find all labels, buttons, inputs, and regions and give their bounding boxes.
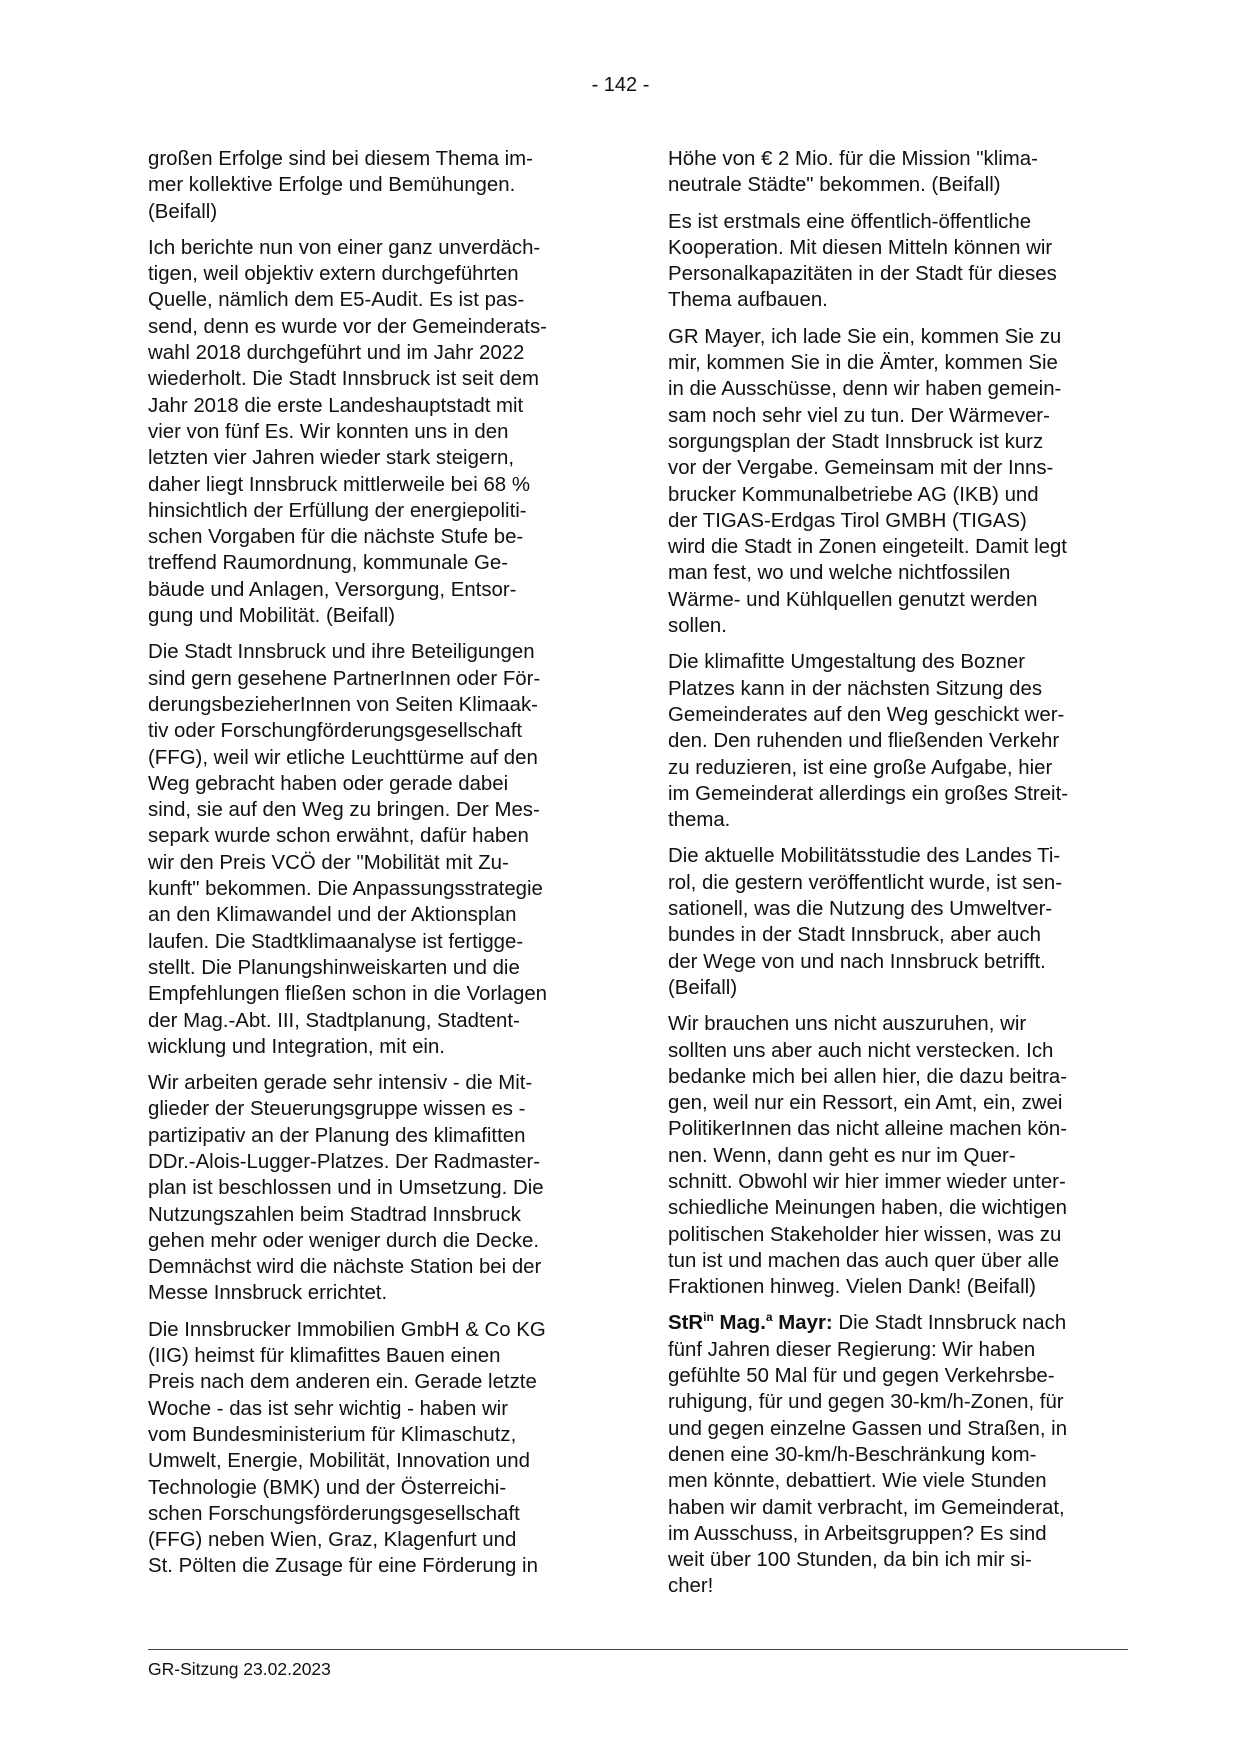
speaker-surname: Mayr: bbox=[772, 1312, 833, 1335]
speaker-title: StR bbox=[668, 1312, 704, 1335]
page-number: - 142 - bbox=[591, 74, 650, 96]
left-column bbox=[148, 146, 613, 1590]
speaker-paragraph bbox=[668, 1310, 1128, 1599]
paragraph: Die klimafitte Umgestaltung des Bozner Platzes kann in der nächsten Sitzung des Gemeinderates auf den Weg geschickt wer- den. Den ruhenden und fließenden Verkehr zu reduzieren, ist eine große Aufgabe, hier im Gemeinderat allerdings ein großes Streit- thema. bbox=[668, 651, 1069, 832]
paragraph: Es ist erstmals eine öffentlich-öffentliche Kooperation. Mit diesen Mitteln können wir Personalkapazitäten in der Stadt für dieses Thema aufbauen. bbox=[668, 210, 1057, 312]
speaker-title-sup: in bbox=[703, 1310, 714, 1325]
speaker-degree-sup: a bbox=[765, 1310, 773, 1325]
paragraph: Ich berichte nun von einer ganz unverdäch- tigen, weil objektiv extern durchgeführten Quelle, nämlich dem E5-Audit. Es ist pas- send, denn es wurde vor der Gemeinderats- wahl 2018 durchgeführt und im Jahr 2022 wiederholt. Die Stadt Innsbruck ist seit dem Jahr 2018 die erste Landeshauptstadt mit vier von fünf Es. Wir konnten uns in den letzten vier Jahren wieder stark steigern, daher liegt Innsbruck mittlerweile bei 68 % hinsichtlich der Erfüllung der energiepoliti- schen Vorgaben für die nächste Stufe be- treffend Raumordnung, kommunale Ge- bäude und Anlagen, Versorgung, Entsor- gung und Mobilität. (Beifall) bbox=[148, 236, 547, 628]
paragraph: großen Erfolge sind bei diesem Thema im- mer kollektive Erfolge und Bemühungen. (Beifall) bbox=[148, 148, 533, 223]
paragraph: Die aktuelle Mobilitätsstudie des Landes Ti- rol, die gestern veröffentlicht wurde, ist sen- sationell, was die Nutzung des Umweltver- bundes in der Stadt Innsbruck, aber auch der Wege von und nach Innsbruck betrifft. (Beifall) bbox=[668, 845, 1063, 999]
paragraph: GR Mayer, ich lade Sie ein, kommen Sie zu mir, kommen Sie in die Ämter, kommen Sie in die Ausschüsse, denn wir haben gemein- sam noch sehr viel zu tun. Der Wärmever- sorgungsplan der Stadt Innsbruck ist kurz vor der Vergabe. Gemeinsam mit der Inns- brucker Kommunalbetriebe AG (IKB) und der TIGAS-Erdgas Tirol GMBH (TIGAS) wird die Stadt in Zonen eingeteilt. Damit legt man fest, wo und welche nichtfossilen Wärme- und Kühlquellen genutzt werden sollen. bbox=[668, 325, 1067, 638]
speaker-text: Die Stadt Innsbruck nach fünf Jahren dieser Regierung: Wir haben gefühlte 50 Mal für und gegen Verkehrsbe- ruhigung, für und gegen 30-km/h-Zonen, für und gegen einzelne Gassen und Straßen, in denen eine 30-km/h-Beschränkung kom- men könnte, debattiert. Wie viele Stunden haben wir damit verbracht, im Gemeinderat, im Ausschuss, in Arbeitsgruppen? Es sind weit über 100 Stunden, da bin ich mir si- cher! bbox=[668, 1312, 1068, 1598]
footer-session-date: GR-Sitzung 23.02.2023 bbox=[148, 1659, 331, 1679]
right-column bbox=[668, 146, 1128, 1610]
paragraph: Die Stadt Innsbruck und ihre Beteiligungen sind gern gesehene PartnerInnen oder För- derungsbezieherInnen von Seiten Klimaak- tiv oder Forschungförderungsgesellschaft (FFG), weil wir etliche Leuchttürme auf den Weg gebracht haben oder gerade dabei sind, sie auf den Weg zu bringen. Der Mes- separk wurde schon erwähnt, dafür haben wir den Preis VCÖ der "Mobilität mit Zu- kunft" bekommen. Die Anpassungsstrategie an den Klimawandel und der Aktionsplan laufen. Die Stadtklimaanalyse ist fertigge- stellt. Die Planungshinweiskarten und die Empfehlungen fließen schon in die Vorlagen der Mag.-Abt. III, Stadtplanung, Stadtent- wicklung und Integration, mit ein. bbox=[148, 641, 548, 1058]
speaker-name bbox=[668, 1312, 833, 1334]
paragraph: Wir brauchen uns nicht auszuruhen, wir sollten uns aber auch nicht verstecken. Ich bedanke mich bei allen hier, die dazu beitra- gen, weil nur ein Ressort, ein Amt, ein, zwei PolitikerInnen das nicht alleine machen kön- nen. Wenn, dann geht es nur im Quer- schnitt. Obwohl wir hier immer wieder unter- schiedliche Meinungen haben, die wichtigen politischen Stakeholder hier wissen, was zu tun ist und machen das auch quer über alle Fraktionen hinweg. Vielen Dank! (Beifall) bbox=[668, 1013, 1068, 1299]
footer-divider bbox=[148, 1649, 1128, 1650]
paragraph: Die Innsbrucker Immobilien GmbH & Co KG (IIG) heimst für klimafittes Bauen einen Preis nach dem anderen ein. Gerade letzte Woche - das ist sehr wichtig - haben wir vom Bundesministerium für Klimaschutz, Umwelt, Energie, Mobilität, Innovation und Technologie (BMK) und der Österreichi- schen Forschungsförderungsgesellschaft (FFG) neben Wien, Graz, Klagenfurt und St. Pölten die Zusage für eine Förderung in bbox=[148, 1318, 546, 1578]
paragraph: Wir arbeiten gerade sehr intensiv - die Mit- glieder der Steuerungsgruppe wissen es - partizipativ an der Planung des klimafitten DDr.-Alois-Lugger-Platzes. Der Radmaster- plan ist beschlossen und in Umsetzung. Die Nutzungszahlen beim Stadtrad Innsbruck gehen mehr oder weniger durch die Decke. Demnächst wird die nächste Station bei der Messe Innsbruck errichtet. bbox=[148, 1072, 544, 1305]
speaker-degree: Mag. bbox=[713, 1312, 766, 1335]
paragraph: Höhe von € 2 Mio. für die Mission "klima- neutrale Städte" bekommen. (Beifall) bbox=[668, 148, 1038, 197]
